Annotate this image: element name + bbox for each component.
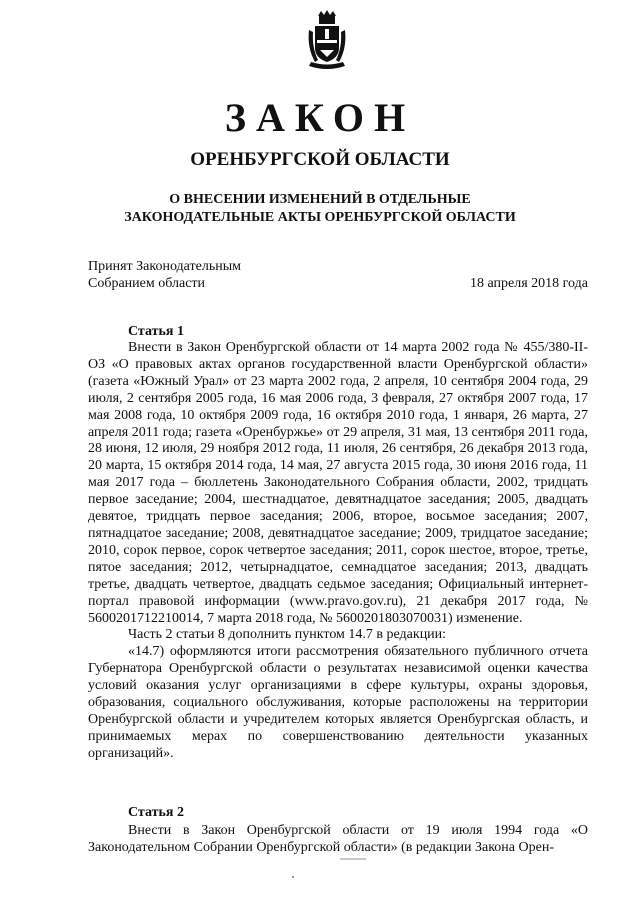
article-1-paragraph-3: «14.7) оформляются итоги рассмотрения обязательного публичного отчета Губернатора Оренбургской области о результатах независимой оценки качества условий оказания услуг организациями в сфере культуры, охраны здоровья, образования, социального обслуживания, которые расположены на территории Оренбургской области и учредителем которых является Оренбургская область, и принимаемых мерах по совершенствованию деятельности указанных организаций». [88,644,588,761]
law-name-line-2: ЗАКОНОДАТЕЛЬНЫЕ АКТЫ ОРЕНБУРГСКОЙ ОБЛАСТИ [124,210,516,225]
article-2-body [88,823,588,857]
article-2-heading: Статья 2 [128,805,184,820]
article-1-paragraph-2: Часть 2 статьи 8 дополнить пунктом 14.7 в редакции: [128,627,447,643]
scan-mark [340,858,366,860]
adoption-note [88,258,241,292]
article-1-paragraph-1: Внести в Закон Оренбургской области от 14 марта 2002 года № 455/380-II-ОЗ «О правовых актах органов государственной власти Оренбургской области» (газета «Южный Урал» от 23 марта 2002 года, 2 апреля, 10 сентября 2004 года, 29 июля, 2 сентября 2005 года, 16 мая 2006 года, 3 февраля, 27 октября 2007 года, 17 мая 2008 года, 10 октября 2009 года, 16 октября 2010 года, 1 января, 26 марта, 27 апреля 2011 года; газета «Оренбуржье» от 29 апреля, 31 мая, 13 сентября 2011 года, 28 июня, 12 июля, 29 ноября 2012 года, 11 июля, 26 сентября, 26 декабря 2013 года, 20 марта, 15 октября 2014 года, 14 мая, 27 августа 2015 года, 30 июня 2016 года, 11 мая 2017 года – бюллетень Законодательного Собрания области, 2002, тридцать первое заседание; 2004, шестнадцатое, девятнадцатое заседания; 2005, двадцать девятое, тридцать первое заседания; 2006, второе, восьмое заседания; 2007, пятнадцатое заседание; 2008, девятнадцатое заседание; 2009, тридцатое заседание; 2010, сорок первое, сорок четвертое заседания; 2011, сорок шестое, второе, третье, пятое заседания; 2012, четырнадцатое, семнадцатое заседания; 2013, двадцать третье, двадцать четвертое, двадцать седьмое заседания; Официальный интернет-портал правовой информации (www.pravo.gov.ru), 21 декабря 2017 года, № 5600201712210014, 7 марта 2018 года, № 5600201803070031) изменение. [88,340,588,626]
adoption-line-2: Собранием области [88,276,206,291]
region-name: ОРЕНБУРГСКОЙ ОБЛАСТИ [190,149,450,170]
law-name [60,191,580,227]
adoption-date: 18 апреля 2018 года [470,276,588,291]
article-2-paragraph-1: Внести в Закон Оренбургской области от 19 июля 1994 года «О Законодательном Собрании Оренбургской области» (в редакции Закона Орен- [88,823,588,855]
law-name-line-1: О ВНЕСЕНИИ ИЗМЕНЕНИЙ В ОТДЕЛЬНЫЕ [169,192,471,207]
document-title: ЗАКОН [224,95,416,140]
article-1-body [88,340,588,763]
orenburg-coat-of-arms-icon [305,10,349,70]
article-1-heading: Статья 1 [128,324,184,339]
adoption-line-1: Принят Законодательным [88,259,241,274]
scan-dot [292,876,294,878]
